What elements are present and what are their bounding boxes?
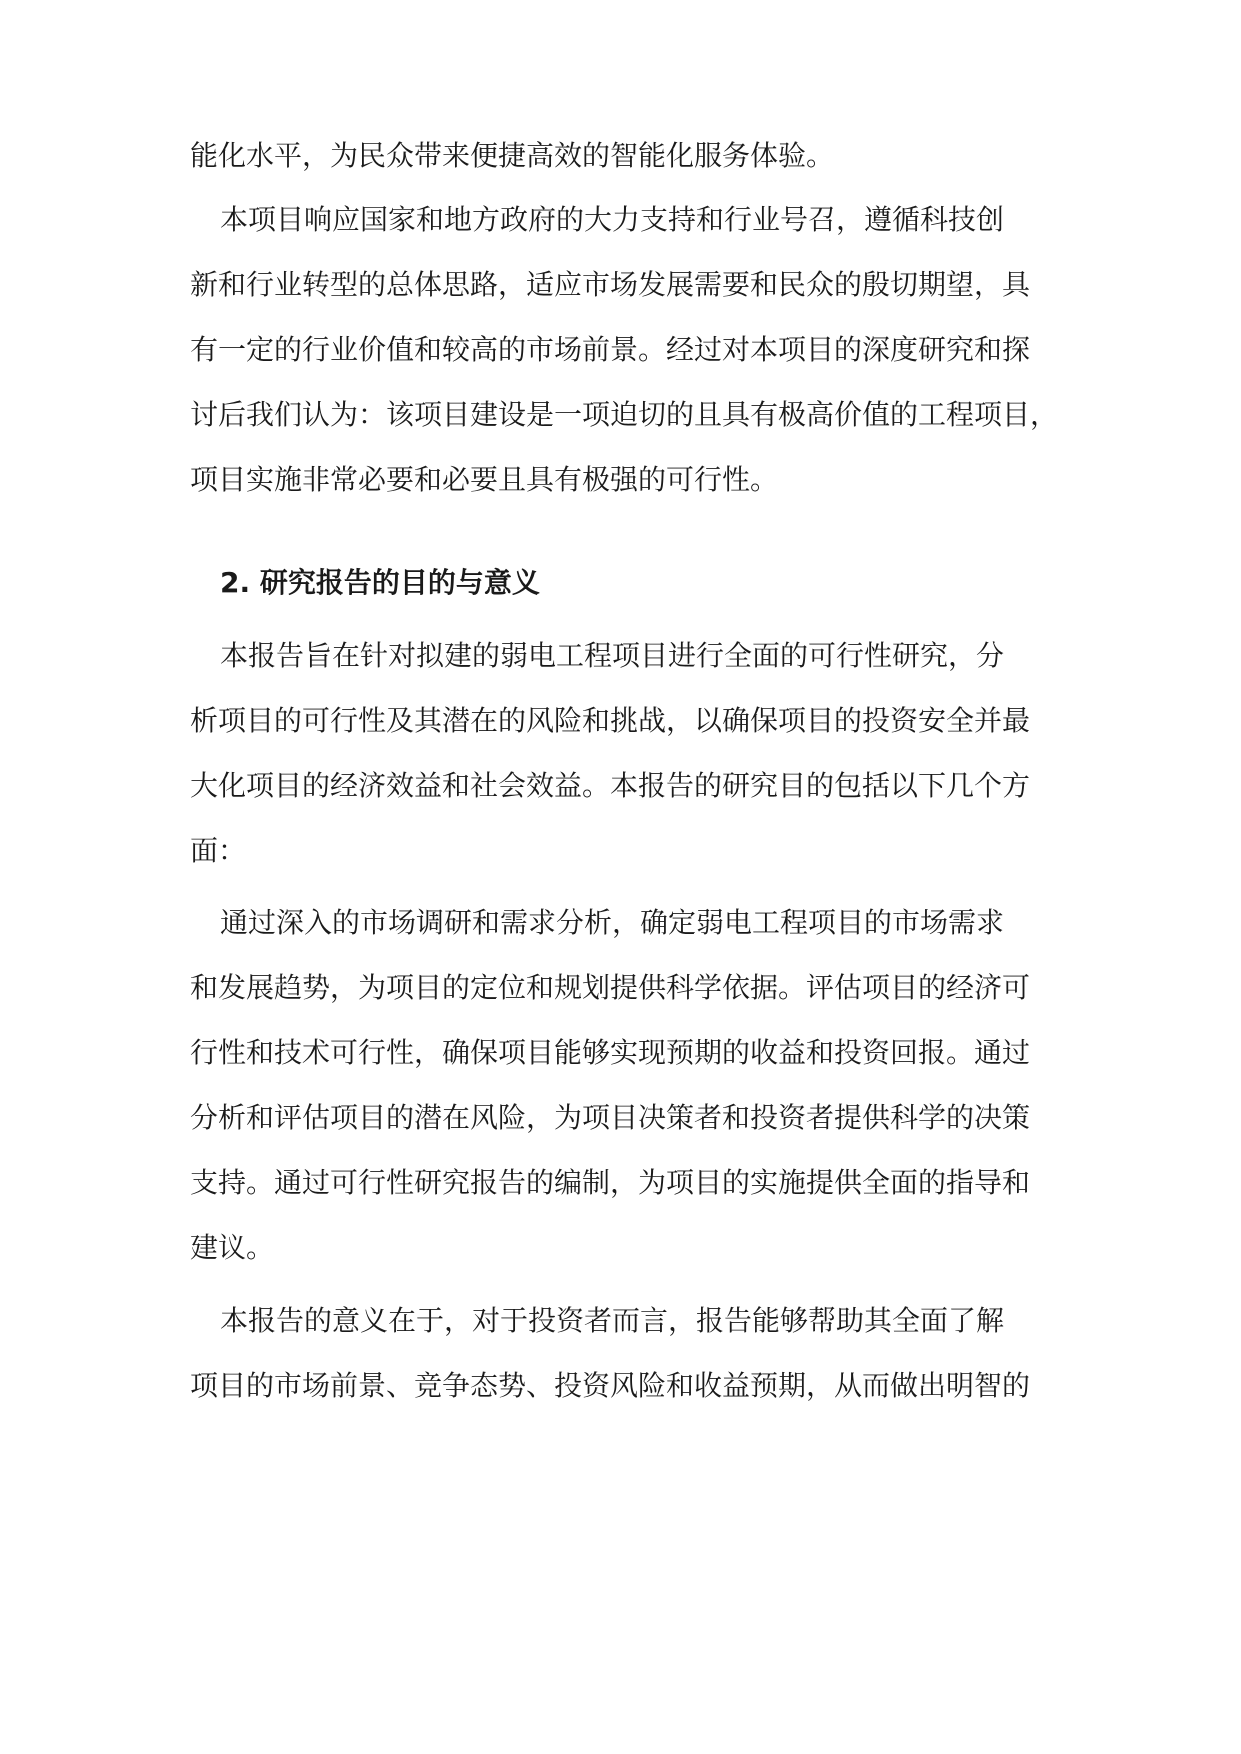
paragraph-2-line-2: 新和行业转型的总体思路，适应市场发展需要和民众的殷切期望，具 (190, 268, 1031, 301)
paragraph-4-line-6: 建议。 (190, 1231, 275, 1264)
paragraph-3-line-4: 面： (190, 834, 247, 867)
paragraph-4-line-4: 分析和评估项目的潜在风险，为项目决策者和投资者提供科学的决策 (190, 1101, 1031, 1134)
paragraph-3-line-2: 析项目的可行性及其潜在的风险和挑战，以确保项目的投资安全并最 (190, 704, 1031, 737)
section-heading: 2. 研究报告的目的与意义 (220, 566, 540, 599)
paragraph-4-line-1: 通过深入的市场调研和需求分析，确定弱电工程项目的市场需求 (220, 906, 1005, 939)
paragraph-3-line-1: 本报告旨在针对拟建的弱电工程项目进行全面的可行性研究，分 (220, 639, 1005, 672)
paragraph-1-line-1: 能化水平，为民众带来便捷高效的智能化服务体验。 (190, 139, 835, 172)
paragraph-2-line-4: 讨后我们认为：该项目建设是一项迫切的且具有极高价值的工程项目， (190, 398, 1059, 431)
paragraph-2-line-3: 有一定的行业价值和较高的市场前景。经过对本项目的深度研究和探 (190, 333, 1031, 366)
paragraph-4-line-3: 行性和技术可行性，确保项目能够实现预期的收益和投资回报。通过 (190, 1036, 1031, 1069)
paragraph-4-line-5: 支持。通过可行性研究报告的编制，为项目的实施提供全面的指导和 (190, 1166, 1031, 1199)
paragraph-4-line-2: 和发展趋势，为项目的定位和规划提供科学依据。评估项目的经济可 (190, 971, 1031, 1004)
paragraph-3-line-3: 大化项目的经济效益和社会效益。本报告的研究目的包括以下几个方 (190, 769, 1031, 802)
paragraph-2-line-5: 项目实施非常必要和必要且具有极强的可行性。 (190, 463, 779, 496)
paragraph-5-line-1: 本报告的意义在于，对于投资者而言，报告能够帮助其全面了解 (220, 1304, 1005, 1337)
paragraph-2-line-1: 本项目响应国家和地方政府的大力支持和行业号召，遵循科技创 (220, 203, 1005, 236)
paragraph-5-line-2: 项目的市场前景、竞争态势、投资风险和收益预期，从而做出明智的 (190, 1369, 1031, 1402)
